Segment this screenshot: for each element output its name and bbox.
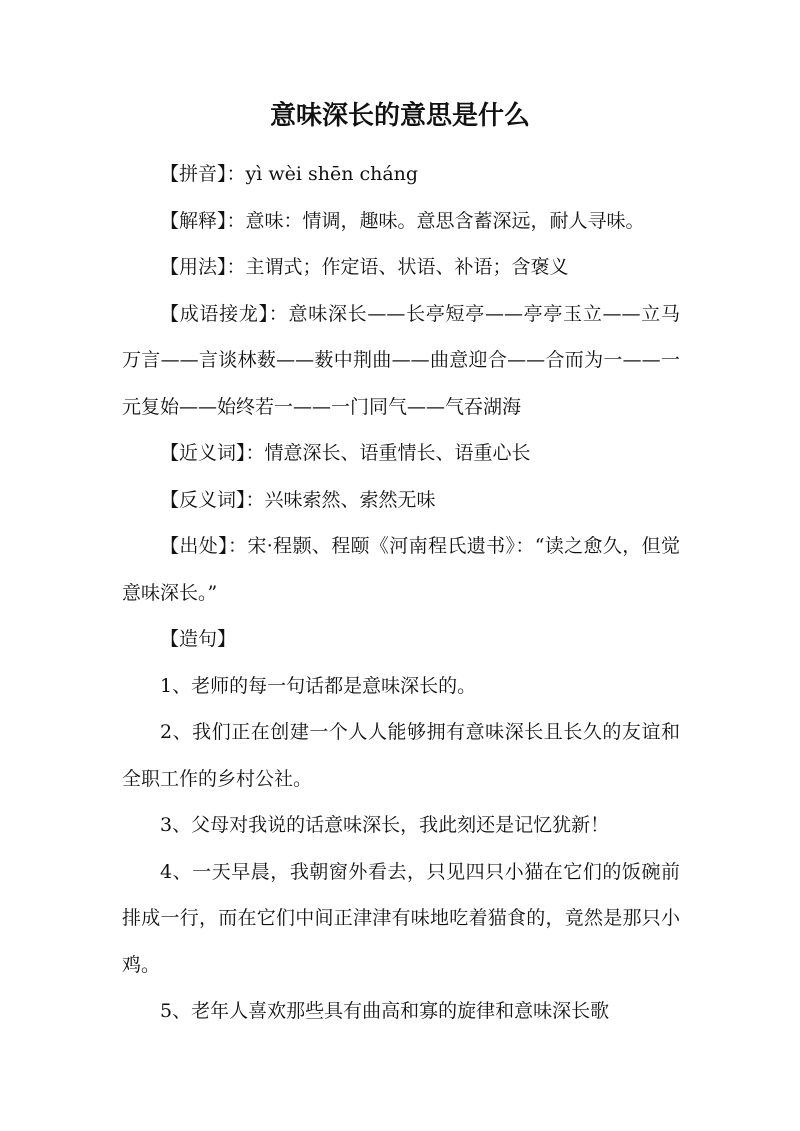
example-sentence: 2、我们正在创建一个人人能够拥有意味深长且长久的友谊和全职工作的乡村公社。 [122, 721, 680, 790]
example-sentence: 1、老师的每一句话都是意味深长的。 [160, 674, 477, 697]
pinyin-paragraph: 【拼音】：yì wèi shēn cháng [160, 163, 419, 185]
usage-paragraph: 【用法】：主谓式；作定语、状语、补语；含褒义 [160, 256, 569, 278]
page-title: 意味深长的意思是什么 [269, 101, 530, 131]
example-sentence: 3、父母对我说的话意味深长，我此刻还是记忆犹新！ [160, 814, 610, 836]
synonyms-paragraph: 【近义词】：情意深长、语重情长、语重心长 [160, 442, 531, 464]
document-body [122, 151, 680, 1035]
explanation-paragraph: 【解释】：意味：情调，趣味。意思含蓄深远，耐人寻味。 [160, 209, 645, 232]
source-paragraph: 【出处】：宋·程颢、程颐《河南程氏遗书》：“读之愈久，但觉意味深长。” [122, 535, 680, 604]
antonyms-paragraph: 【反义词】：兴味索然、索然无味 [160, 488, 436, 511]
idiom-chain-paragraph: 【成语接龙】：意味深长——长亭短亭——亭亭玉立——立马万言——言谈林薮——薮中荆曲——曲意迎合——合而为一——一元复始——始终若一——一门同气——气吞湖海 [122, 302, 680, 418]
example-sentences-heading: 【造句】 [160, 628, 237, 650]
example-sentence: 5、老年人喜欢那些具有曲高和寡的旋律和意味深长歌 [160, 1000, 610, 1022]
example-sentence: 4、一天早晨，我朝窗外看去，只见四只小猫在它们的饭碗前排成一行，而在它们中间正津津有味地吃着猫食的，竟然是那只小鸡。 [122, 860, 680, 976]
